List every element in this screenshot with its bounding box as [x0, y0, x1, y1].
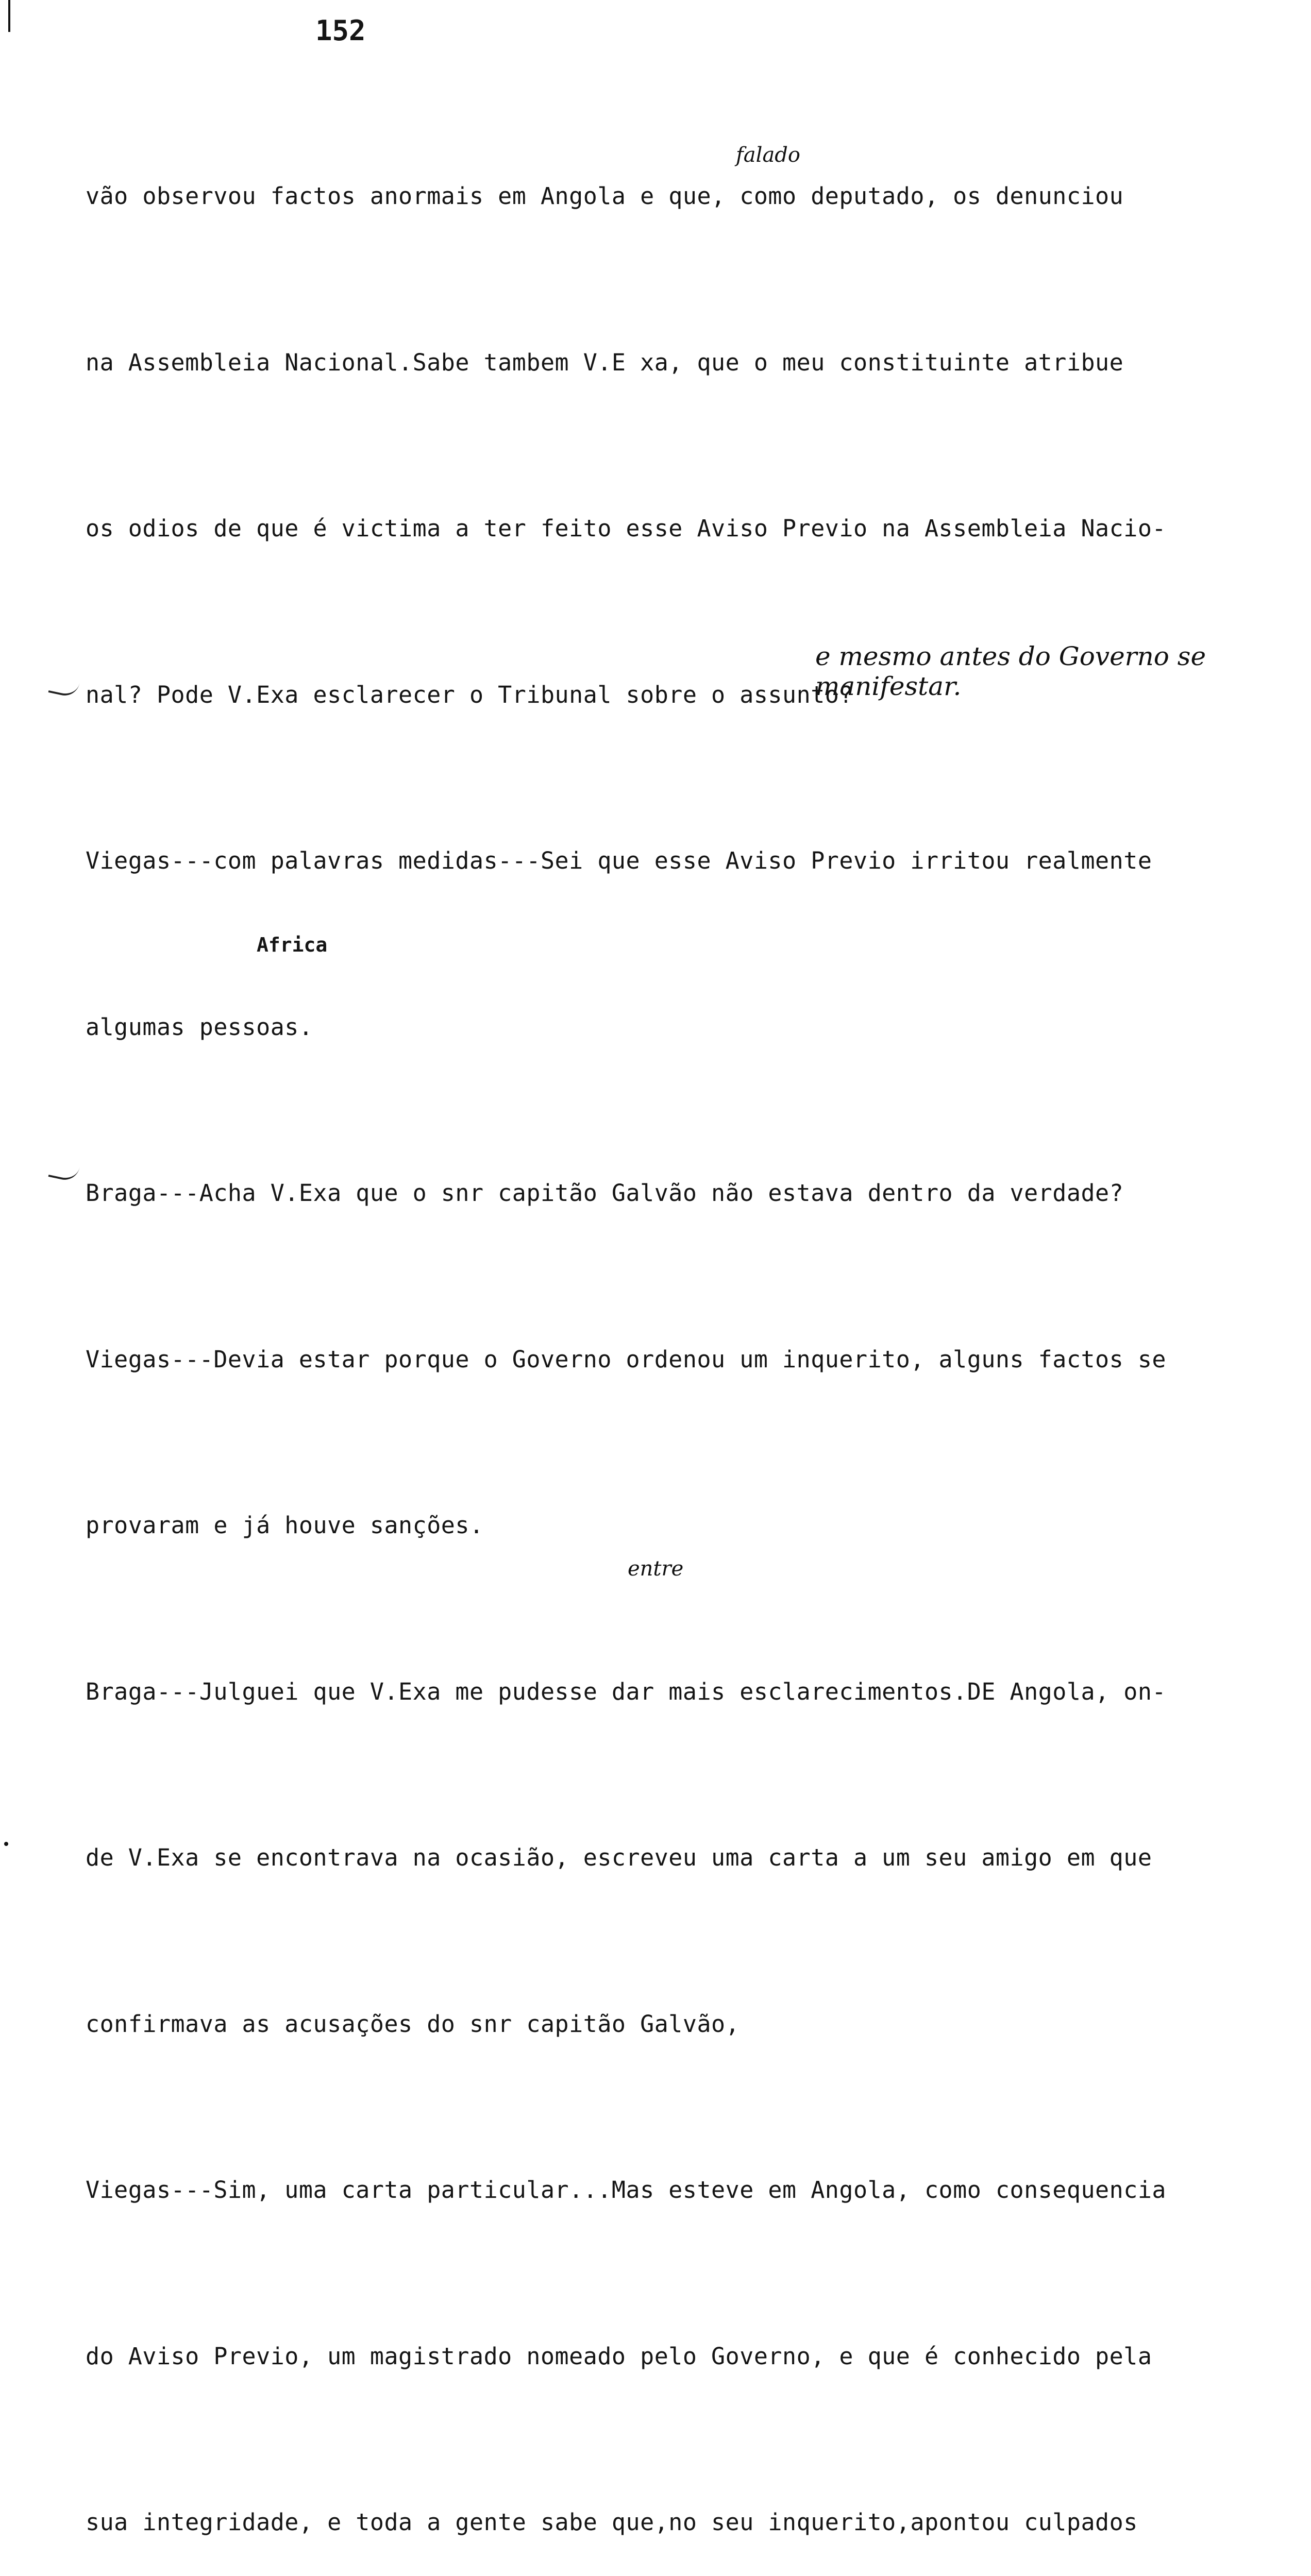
- margin-mark: [48, 677, 79, 699]
- text-line: Braga---Acha V.Exa que o snr capitão Galvão não estava dentro da verdade?: [86, 1179, 1124, 1207]
- edge-mark: [8, 0, 10, 32]
- text-line: confirmava as acusações do snr capitão Galvão,: [86, 2010, 740, 2038]
- interlinear-insert-entre: entre: [628, 1557, 684, 1581]
- page-number: 152: [315, 14, 366, 47]
- margin-mark: [48, 1162, 79, 1183]
- text-line: os odios de que é victima a ter feito esse Aviso Previo na Assembleia Nacio-: [86, 515, 1167, 542]
- interlinear-insert-africa: Africa: [257, 934, 328, 956]
- text-line: algumas pessoas.: [86, 1013, 313, 1041]
- edge-mark: [4, 1842, 8, 1846]
- text-line: do Aviso Previo, um magistrado nomeado pelo Governo, e que é conhecido pela: [86, 2342, 1152, 2370]
- text-line: na Assembleia Nacional.Sabe tambem V.E xa, que o meu constituinte atribue: [86, 348, 1124, 376]
- text-line: sua integridade, e toda a gente sabe que,no seu inquerito,apontou culpados: [86, 2509, 1138, 2536]
- typescript-body: [86, 58, 1271, 2576]
- text-line: Braga---Julguei que V.Exa me pudesse dar mais esclarecimentos.DE Angola, on-: [86, 1677, 1167, 1705]
- text-line: provaram e já houve sanções.: [86, 1512, 484, 1539]
- text-line: nal? Pode V.Exa esclarecer o Tribunal sobre o assunto?: [86, 681, 853, 708]
- text-line: Viegas---com palavras medidas---Sei que esse Aviso Previo irritou realmente: [86, 847, 1152, 874]
- handwritten-note: e mesmo antes do Governo se manifestar.: [815, 641, 1206, 701]
- text-line: de V.Exa se encontrava na ocasião, escreveu uma carta a um seu amigo em que: [86, 1844, 1152, 1871]
- interlinear-insert-falado: falado: [736, 143, 800, 167]
- text-line: Viegas---Devia estar porque o Governo ordenou um inquerito, alguns factos se: [86, 1345, 1167, 1373]
- text-line: vão observou factos anormais em Angola e que, como deputado, os denunciou: [86, 182, 1124, 210]
- text-line: Viegas---Sim, uma carta particular...Mas esteve em Angola, como consequencia: [86, 2176, 1167, 2204]
